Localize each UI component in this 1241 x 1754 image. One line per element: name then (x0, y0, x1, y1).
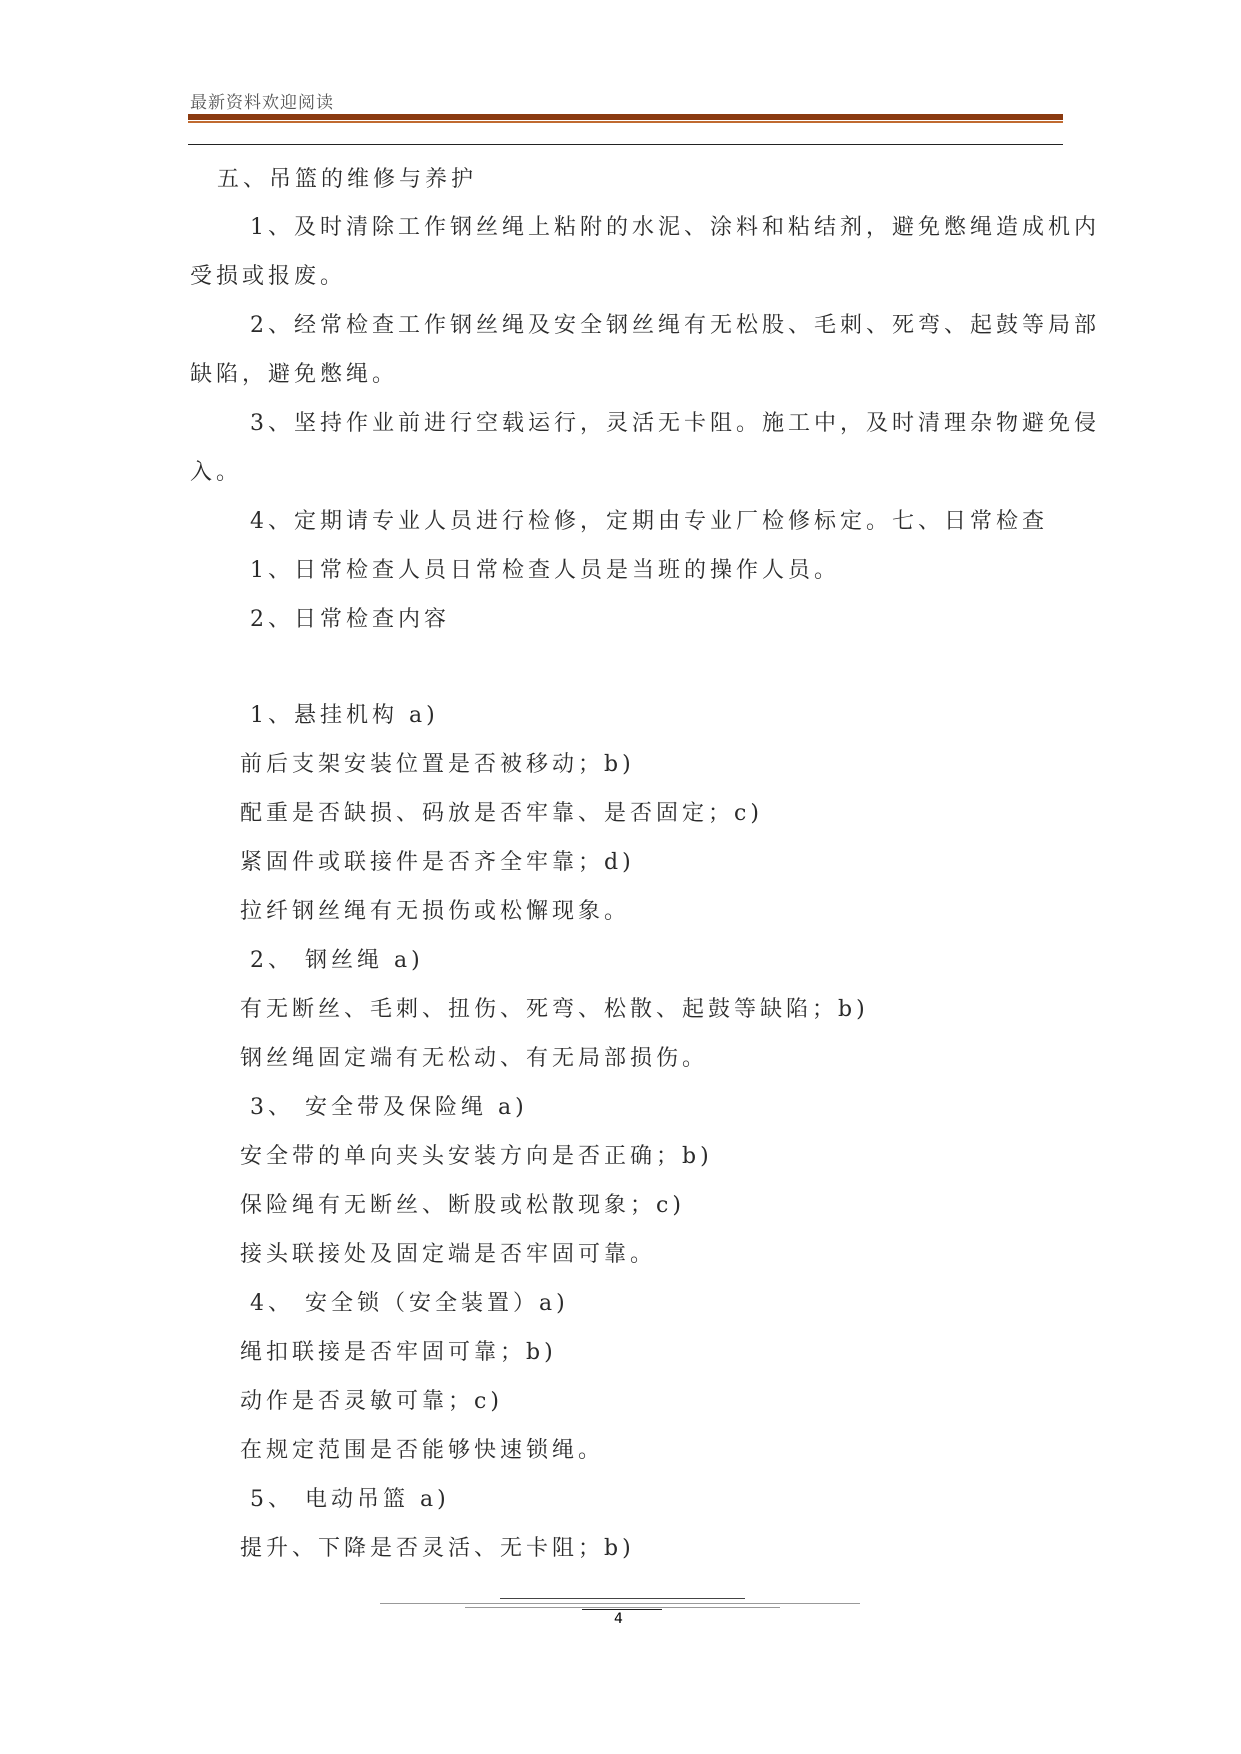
paragraph-4: 4、定期请专业人员进行检修，定期由专业厂检修标定。七、日常检查 (250, 509, 1048, 534)
footer-rule-short (582, 1609, 662, 1610)
check-item: 4、 安全锁（安全装置）a) (250, 1291, 569, 1316)
check-item: 在规定范围是否能够快速锁绳。 (240, 1438, 605, 1463)
page-number: 4 (614, 1611, 623, 1627)
footer-rule-mid (465, 1607, 780, 1608)
paragraph-3-line-2: 入。 (190, 460, 243, 485)
paragraph-2-line-2: 缺陷，避免憋绳。 (190, 362, 399, 387)
check-item: 保险绳有无断丝、断股或松散现象；c) (240, 1193, 685, 1218)
paragraph-2-line-1: 2、经常检查工作钢丝绳及安全钢丝绳有无松股、毛刺、死弯、起鼓等局部 (250, 313, 1100, 338)
check-item: 拉纤钢丝绳有无损伤或松懈现象。 (240, 899, 631, 924)
check-item: 3、 安全带及保险绳 a) (250, 1095, 528, 1120)
check-item: 2、 钢丝绳 a) (250, 948, 424, 973)
check-item: 绳扣联接是否牢固可靠；b) (240, 1340, 557, 1365)
check-item: 动作是否灵敏可靠；c) (240, 1389, 503, 1414)
check-item: 5、 电动吊篮 a) (250, 1487, 450, 1512)
check-item: 前后支架安装位置是否被移动；b) (240, 752, 635, 777)
check-item: 有无断丝、毛刺、扭伤、死弯、松散、起鼓等缺陷；b) (240, 997, 869, 1022)
check-item: 配重是否缺损、码放是否牢靠、是否固定；c) (240, 801, 763, 826)
footer-rule-top (500, 1598, 745, 1599)
page-header: 最新资料欢迎阅读 (190, 93, 334, 113)
check-item: 1、悬挂机构 a) (250, 703, 439, 728)
paragraph-6: 2、日常检查内容 (250, 607, 450, 632)
check-item: 紧固件或联接件是否齐全牢靠；d) (240, 850, 635, 875)
header-rule-thick (188, 114, 1063, 120)
header-rule-thin (188, 144, 1063, 145)
paragraph-5: 1、日常检查人员日常检查人员是当班的操作人员。 (250, 558, 840, 583)
paragraph-1-line-2: 受损或报废。 (190, 264, 347, 289)
header-rule-accent (188, 121, 1063, 123)
footer-rule-wide (380, 1603, 860, 1604)
check-item: 安全带的单向夹头安装方向是否正确；b) (240, 1144, 713, 1169)
check-item: 提升、下降是否灵活、无卡阻；b) (240, 1536, 635, 1561)
check-item: 钢丝绳固定端有无松动、有无局部损伤。 (240, 1046, 709, 1071)
paragraph-3-line-1: 3、坚持作业前进行空载运行，灵活无卡阻。施工中，及时清理杂物避免侵 (250, 411, 1100, 436)
paragraph-1-line-1: 1、及时清除工作钢丝绳上粘附的水泥、涂料和粘结剂，避免憋绳造成机内 (250, 215, 1100, 240)
check-item: 接头联接处及固定端是否牢固可靠。 (240, 1242, 657, 1267)
section-title: 五、吊篮的维修与养护 (217, 167, 478, 192)
